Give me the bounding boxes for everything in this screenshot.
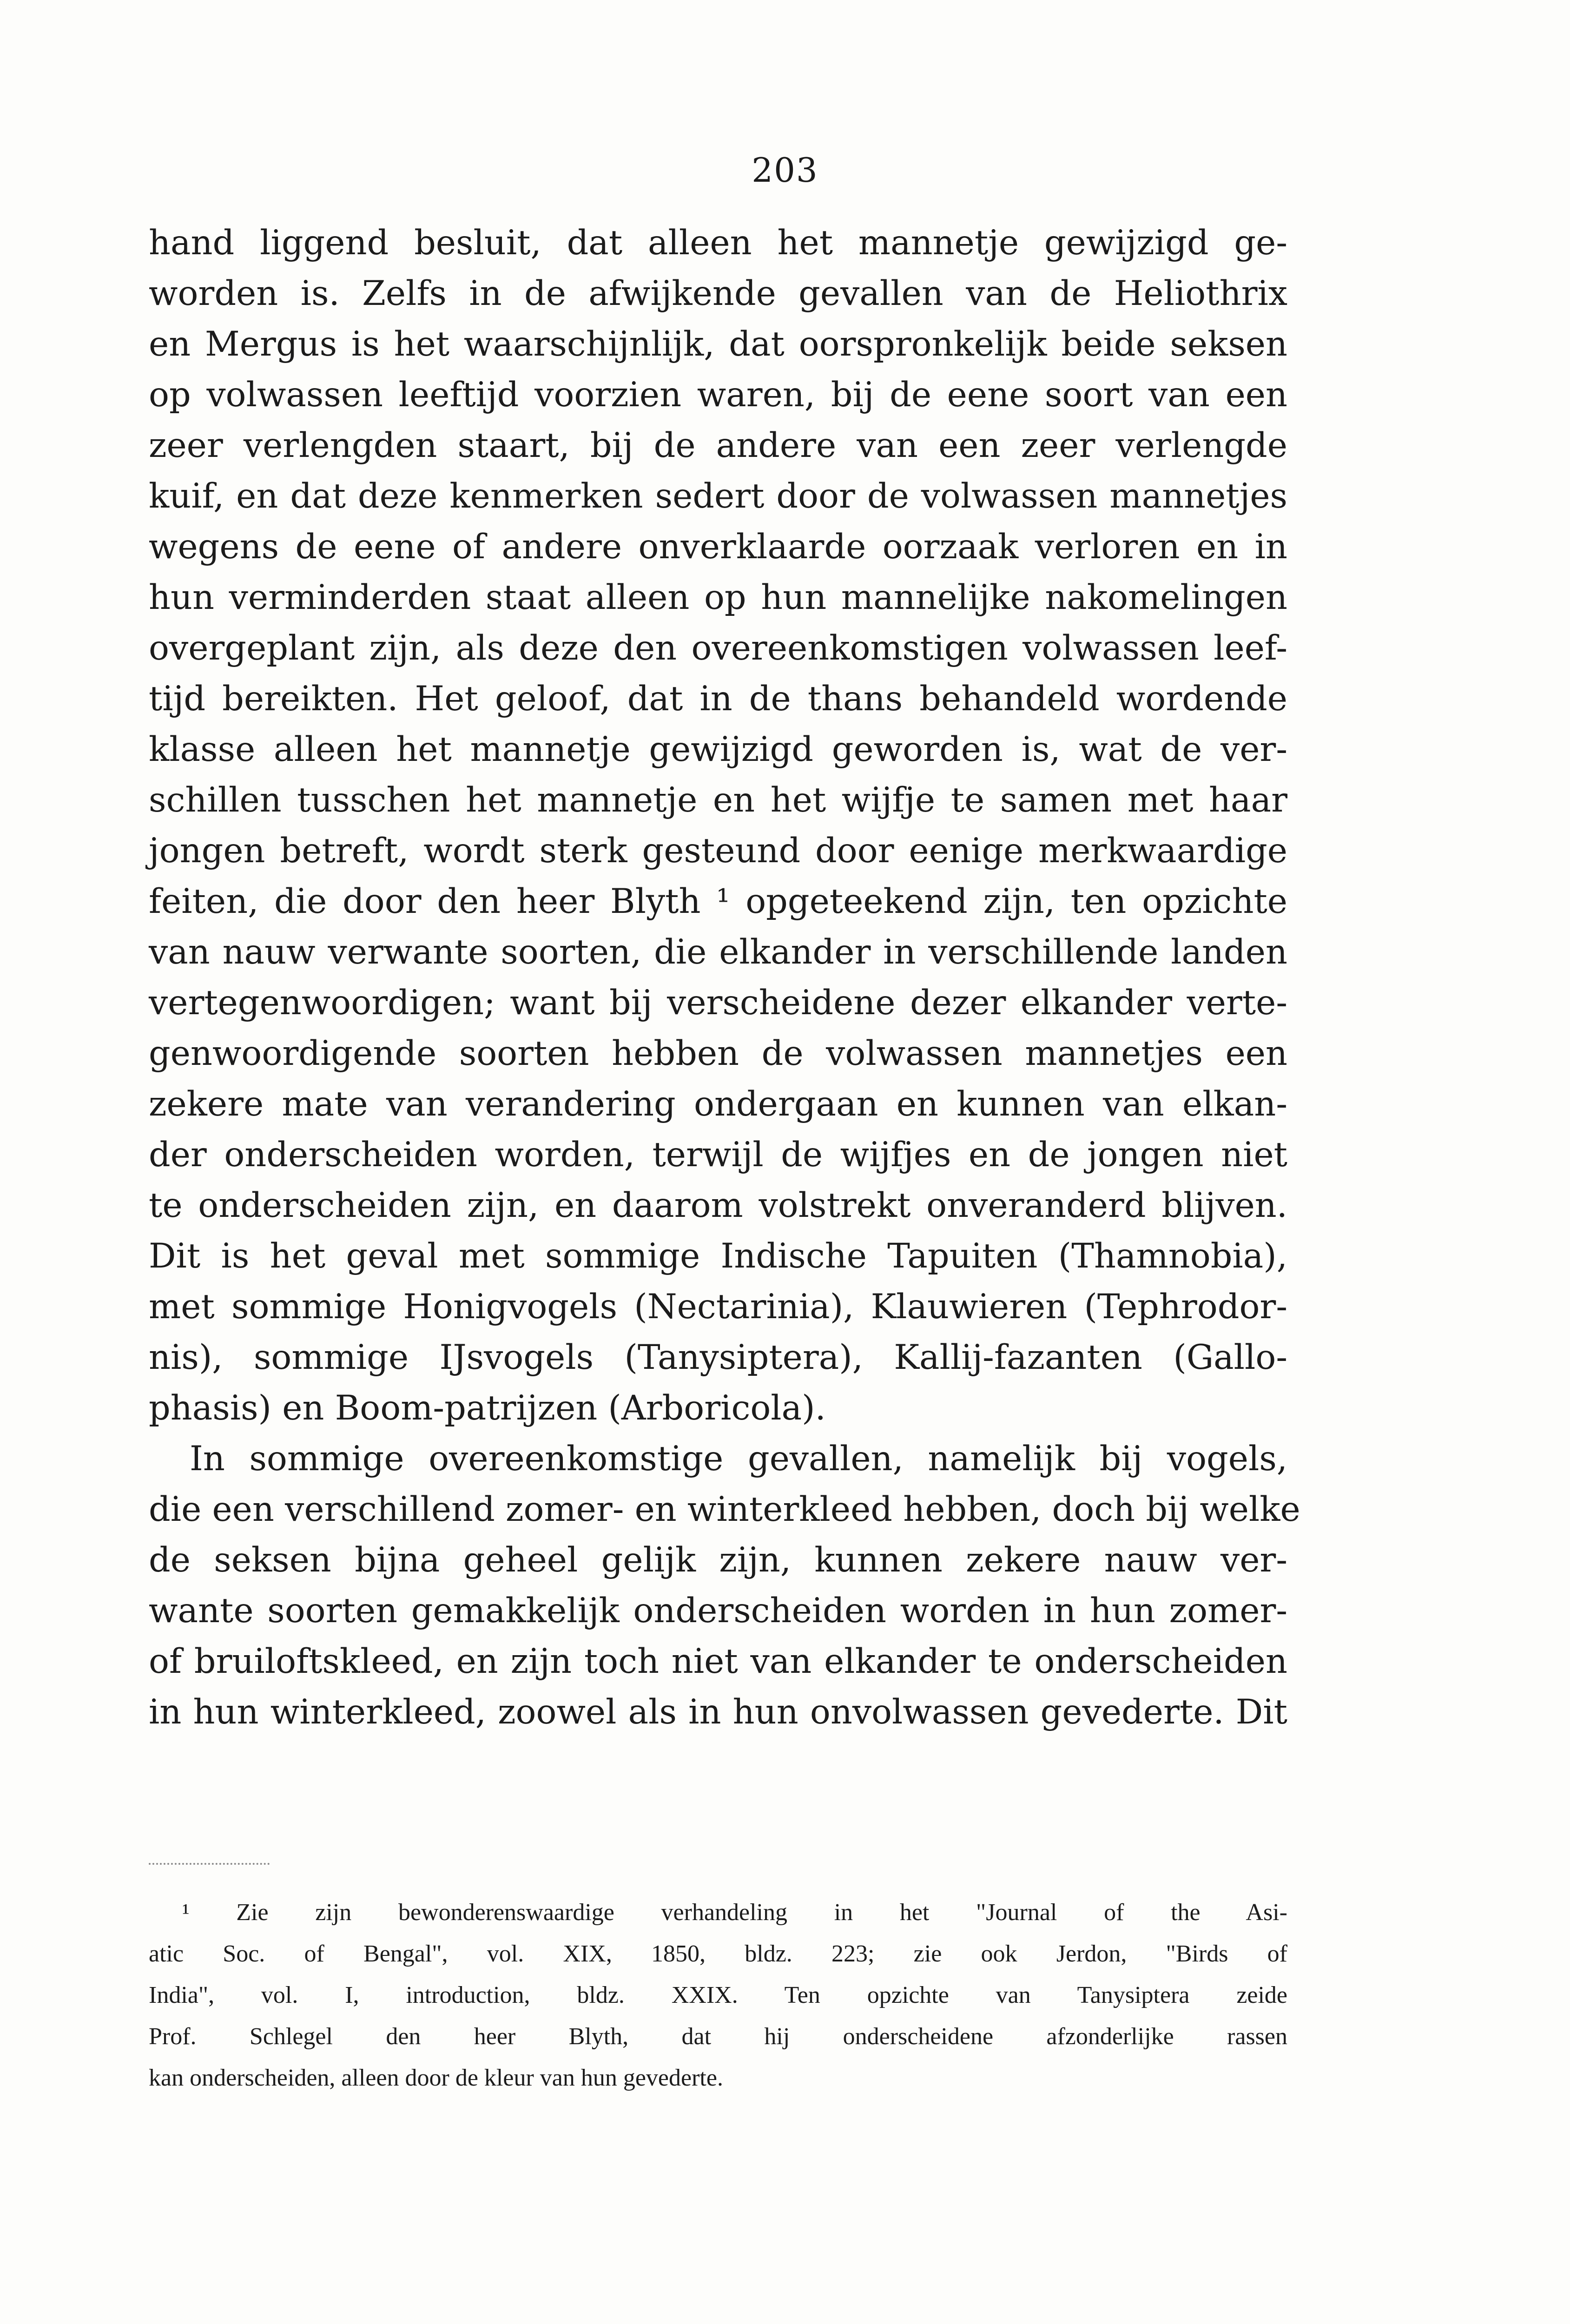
text-line: kuif, en dat deze kenmerken sedert door de volwassen mannetjes (149, 476, 1287, 516)
text-line: wante soorten gemakkelijk onderscheiden worden in hun zomer- (149, 1591, 1287, 1631)
footnote-line: kan onderscheiden, alleen door de kleur van hun gevederte. (149, 2065, 723, 2091)
text-line: genwoordigende soorten hebben de volwassen mannetjes een (149, 1034, 1287, 1073)
body-text (149, 218, 1300, 1737)
text-line: jongen betreft, wordt sterk gesteund door eenige merkwaardige (149, 831, 1287, 871)
page-number: 203 (752, 151, 818, 190)
text-line: of bruiloftskleed, en zijn toch niet van elkander te onderscheiden (149, 1642, 1287, 1681)
text-line: Dit is het geval met sommige Indische Tapuiten (Thamnobia), (149, 1236, 1287, 1276)
text-line: zekere mate van verandering ondergaan en kunnen van elkan- (149, 1084, 1287, 1124)
text-line: worden is. Zelfs in de afwijkende gevallen van de Heliothrix (149, 274, 1287, 313)
text-line: hun verminderden staat alleen op hun mannelijke nakomelingen (149, 578, 1287, 617)
text-line: schillen tusschen het mannetje en het wijfje te samen met haar (149, 780, 1287, 820)
text-line: in hun winterkleed, zoowel als in hun onvolwassen gevederte. Dit (149, 1692, 1287, 1732)
text-line: van nauw verwante soorten, die elkander in verschillende landen (149, 932, 1287, 972)
text-line: hand liggend besluit, dat alleen het mannetje gewijzigd ge- (149, 223, 1287, 263)
text-line: In sommige overeenkomstige gevallen, namelijk bij vogels, (190, 1439, 1287, 1479)
text-line: wegens de eene of andere onverklaarde oorzaak verloren en in (149, 527, 1287, 567)
footnote-line: Prof. Schlegel den heer Blyth, dat hij onderscheidene afzonderlijke rassen (149, 2023, 1287, 2050)
text-line: die een verschillend zomer- en winterkleed hebben, doch bij welke (149, 1490, 1300, 1529)
text-line: en Mergus is het waarschijnlijk, dat oorspronkelijk beide seksen (149, 324, 1287, 364)
paragraph-1 (149, 218, 1287, 1433)
footnote-line: ¹ Zie zijn bewonderenswaardige verhandeling in het "Journal of the Asi- (182, 1899, 1287, 1926)
footnote (149, 1892, 1287, 2099)
text-line: phasis) en Boom-patrijzen (Arboricola). (149, 1388, 826, 1428)
text-line: overgeplant zijn, als deze den overeenkomstigen volwassen leef- (149, 628, 1287, 668)
text-line: der onderscheiden worden, terwijl de wijfjes en de jongen niet (149, 1135, 1287, 1175)
footnote-line: atic Soc. of Bengal", vol. XIX, 1850, bldz. 223; zie ook Jerdon, "Birds of (149, 1941, 1287, 1967)
footnote-line: India", vol. I, introduction, bldz. XXIX. Ten opzichte van Tanysiptera zeide (149, 1982, 1287, 2008)
text-line: te onderscheiden zijn, en daarom volstrekt onveranderd blijven. (149, 1186, 1287, 1225)
text-line: met sommige Honigvogels (Nectarinia), Klauwieren (Tephrodor- (149, 1287, 1287, 1327)
text-line: feiten, die door den heer Blyth ¹ opgeteekend zijn, ten opzichte (149, 882, 1287, 921)
text-line: klasse alleen het mannetje gewijzigd geworden is, wat de ver- (149, 730, 1287, 769)
text-line: vertegenwoordigen; want bij verscheidene dezer elkander verte- (149, 983, 1287, 1023)
text-line: nis), sommige IJsvogels (Tanysiptera), Kallij-fazanten (Gallo- (149, 1338, 1287, 1377)
text-line: zeer verlengden staart, bij de andere van een zeer verlengde (149, 426, 1287, 465)
text-line: op volwassen leeftijd voorzien waren, bij de eene soort van een (149, 375, 1287, 415)
footnote-divider (149, 1863, 270, 1865)
text-line: de seksen bijna geheel gelijk zijn, kunnen zekere nauw ver- (149, 1540, 1287, 1580)
text-line: tijd bereikten. Het geloof, dat in de thans behandeld wordende (149, 679, 1287, 719)
paragraph-2 (149, 1433, 1300, 1737)
